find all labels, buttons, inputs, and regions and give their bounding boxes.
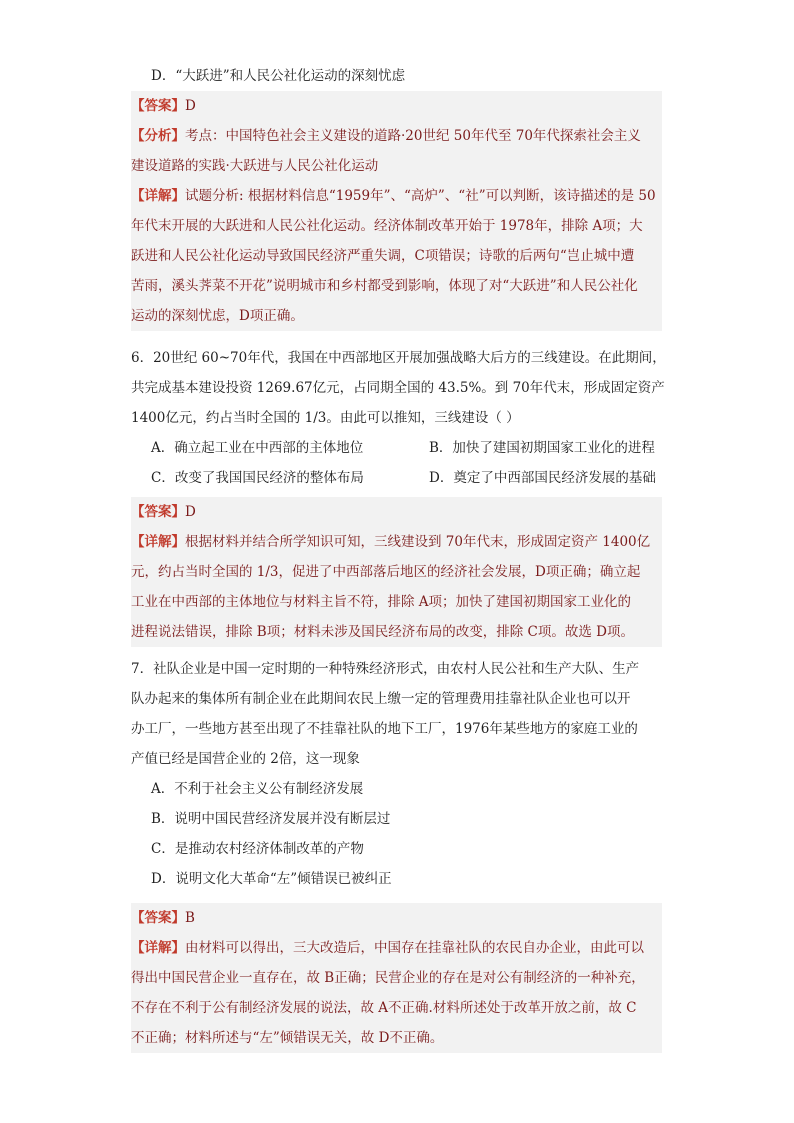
option-a: A．不利于社会主义公有制经济发展 — [151, 781, 364, 797]
q5-solution-block — [131, 91, 662, 331]
answer-tag: 【答案】 — [131, 504, 185, 520]
option-d: D．“大跃进”和人民公社化运动的深刻忧虑 — [151, 68, 406, 84]
detail-text: 跃进和人民公社化运动导致国民经济严重失调，C项错误；诗歌的后两句“岂止城中遭 — [131, 248, 635, 264]
option-b: B．加快了建国初期国家工业化的进程 — [429, 440, 655, 456]
option-a: A．确立起工业在中西部的主体地位 — [151, 440, 364, 456]
answer-value: D — [185, 98, 196, 114]
analysis-tag: 【分析】 — [131, 128, 185, 144]
detail-text: 由材料可以得出，三大改造后，中国存在挂靠社队的农民自办企业，由此可以 — [185, 940, 644, 956]
analysis-text: 建设道路的实践·大跃进与人民公社化运动 — [131, 158, 379, 174]
detail-text: 不存在不利于公有制经济发展的说法，故 A不正确.材料所述处于改革开放之前，故 C — [131, 1000, 637, 1016]
question-stem: 6．20世纪 60~70年代，我国在中西部地区开展加强战略大后方的三线建设。在此期间， — [131, 350, 666, 366]
detail-text: 根据材料并结合所学知识可知，三线建设到 70年代末，形成固定资产 1400亿 — [185, 534, 651, 550]
q7-solution-block — [131, 903, 662, 1053]
detail-text: 进程说法错误，排除 B项；材料未涉及国民经济布局的改变，排除 C项。故选 D项。 — [131, 624, 634, 640]
detail-tag: 【详解】 — [131, 534, 185, 550]
option-b: B．说明中国民营经济发展并没有断层过 — [151, 811, 391, 827]
detail-text: 年代末开展的大跃进和人民公社化运动。经济体制改革开始于 1978年，排除 A项；大 — [131, 218, 643, 234]
answer-tag: 【答案】 — [131, 910, 185, 926]
question-6 — [131, 343, 687, 493]
question-7 — [131, 654, 639, 894]
option-c: C．改变了我国国民经济的整体布局 — [151, 470, 364, 486]
question-stem: 共完成基本建设投资 1269.67亿元，占同期全国的 43.5%。到 70年代末，形成固定资产 — [131, 380, 665, 396]
answer-value: D — [185, 504, 196, 520]
detail-text: 工业在中西部的主体地位与材料主旨不符，排除 A项；加快了建国初期国家工业化的 — [131, 594, 632, 610]
question-5-tail — [131, 61, 405, 91]
option-c: C．是推动农村经济体制改革的产物 — [151, 841, 364, 857]
answer-value: B — [185, 910, 195, 926]
detail-text: 元，约占当时全国的 1/3，促进了中西部落后地区的经济社会发展，D项正确；确立起 — [131, 564, 641, 580]
question-stem: 产值已经是国营企业的 2倍，这一现象 — [131, 751, 360, 767]
detail-text: 苦雨，溪头荠菜不开花”说明城市和乡村都受到影响，体现了对“大跃进”和人民公社化 — [131, 278, 638, 294]
answer-tag: 【答案】 — [131, 98, 185, 114]
question-stem: 1400亿元，约占当时全国的 1/3。由此可以推知，三线建设（ ） — [131, 410, 520, 426]
detail-tag: 【详解】 — [131, 940, 185, 956]
question-stem: 7．社队企业是中国一定时期的一种特殊经济形式，由农村人民公社和生产大队、生产 — [131, 661, 640, 677]
detail-text: 试题分析: 根据材料信息“1959年”、“高炉”、“社”可以判断，该诗描述的是 50 — [185, 188, 656, 204]
option-d: D．说明文化大革命“左”倾错误已被纠正 — [151, 871, 392, 887]
q6-solution-block — [131, 497, 662, 647]
detail-text: 不正确；材料所述与“左”倾错误无关，故 D不正确。 — [131, 1030, 444, 1046]
detail-tag: 【详解】 — [131, 188, 185, 204]
option-d: D．奠定了中西部国民经济发展的基础 — [429, 470, 656, 486]
detail-text: 得出中国民营企业一直存在，故 B正确；民营企业的存在是对公有制经济的一种补充， — [131, 970, 645, 986]
detail-text: 运动的深刻忧虑，D项正确。 — [131, 308, 304, 324]
question-stem: 办工厂，一些地方甚至出现了不挂靠社队的地下工厂，1976年某些地方的家庭工业的 — [131, 721, 638, 737]
question-stem: 队办起来的集体所有制企业在此期间农民上缴一定的管理费用挂靠社队企业也可以开 — [131, 691, 631, 707]
analysis-text: 考点：中国特色社会主义建设的道路·20世纪 50年代至 70年代探索社会主义 — [185, 128, 641, 144]
